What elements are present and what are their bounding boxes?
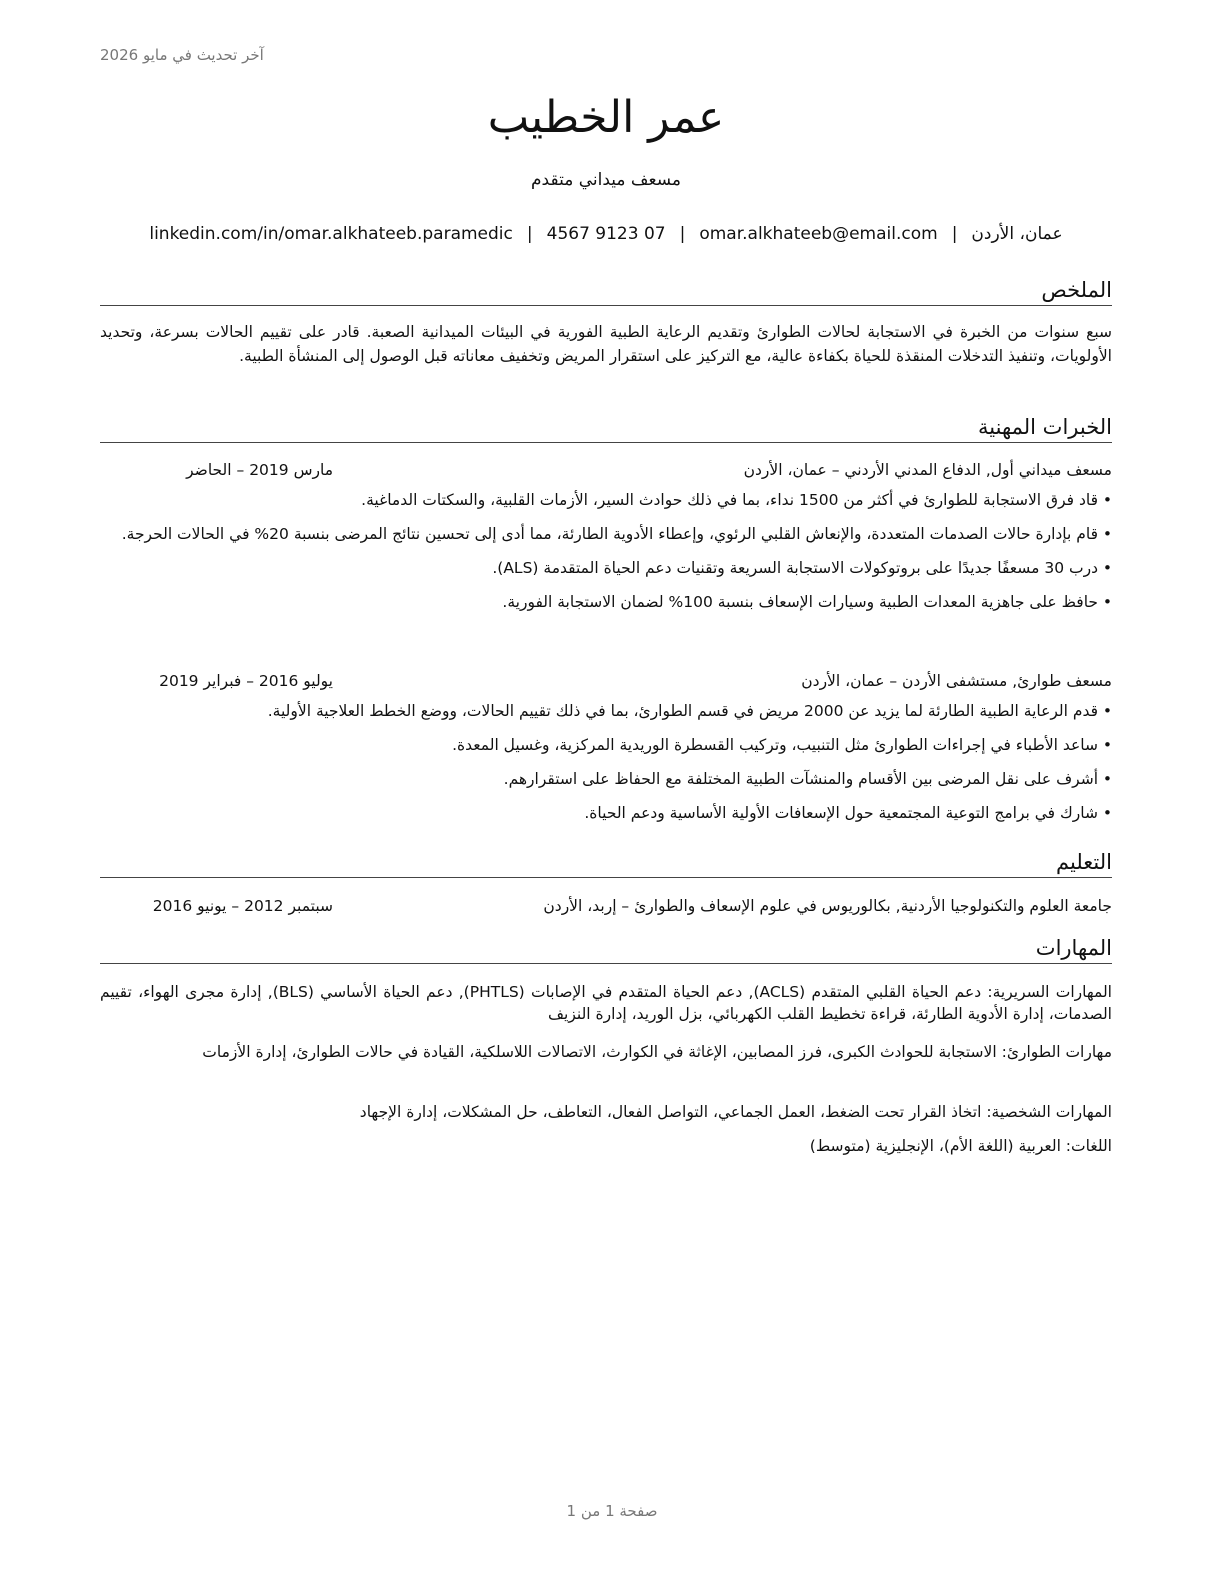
contact-separator: | — [679, 224, 686, 244]
candidate-name: عمر الخطيب — [487, 92, 725, 143]
contact-phone: 4567 9123 07 — [546, 224, 666, 244]
section-title-experience: الخبرات المهنية — [100, 414, 1112, 443]
contact-email[interactable]: omar.alkhateeb@email.com — [699, 224, 938, 244]
job-bullets — [100, 700, 1112, 836]
job-bullet: • قام بإدارة حالات الصدمات المتعددة، والإنعاش القلبي الرئوي، وإعطاء الأدوية الطارئة، مما أدى إلى تحسين نتائج المرضى بنسبة 20% في الحالات الحرجة. — [100, 523, 1112, 545]
job-bullet: • قدم الرعاية الطبية الطارئة لما يزيد عن 2000 مريض في قسم الطوارئ، بما في ذلك تقييم الحالات، ووضع الخطط العلاجية الأولية. — [100, 700, 1112, 722]
job-heading — [100, 458, 1112, 482]
section-title-skills: المهارات — [100, 935, 1112, 964]
job-bullet: • درب 30 مسعفًا جديدًا على بروتوكولات الاستجابة السريعة وتقنيات دعم الحياة المتقدمة (ALS). — [100, 557, 1112, 579]
contact-separator: | — [526, 224, 533, 244]
summary-text: سبع سنوات من الخبرة في الاستجابة لحالات الطوارئ وتقديم الرعاية الطبية الفورية في البيئات الميدانية الصعبة. قادر على تقييم الحالات بسرعة، وتحديد الأولويات، وتنفيذ التدخلات المنقذة للحياة بكفاءة عالية، مع التركيز على استقرار المريض وتخفيف معاناته قبل الوصول إلى المنشأة الطبية. — [100, 323, 1112, 365]
job-dates: يوليو 2016 – فبراير 2019 — [159, 672, 333, 690]
section-title-summary: الملخص — [100, 277, 1112, 306]
skill-line-emergency: مهارات الطوارئ: الاستجابة للحوادث الكبرى، فرز المصابين، الإغاثة في الكوارث، الاتصالات اللاسلكية، القيادة في حالات الطوارئ، إدارة الأزمات — [202, 1043, 1112, 1061]
job-dates: مارس 2019 – الحاضر — [186, 461, 333, 479]
job-bullet: • ساعد الأطباء في إجراءات الطوارئ مثل التنبيب، وتركيب القسطرة الوريدية المركزية، وغسيل المعدة. — [100, 734, 1112, 756]
job-bullet: • شارك في برامج التوعية المجتمعية حول الإسعافات الأولية الأساسية ودعم الحياة. — [100, 802, 1112, 824]
job-title: مسعف طوارئ, مستشفى الأردن – عمان، الأردن — [801, 672, 1112, 690]
contact-separator: | — [951, 224, 958, 244]
candidate-headline: مسعف ميداني متقدم — [531, 170, 681, 190]
job-title: مسعف ميداني أول, الدفاع المدني الأردني – عمان، الأردن — [743, 461, 1112, 479]
job-bullet: • حافظ على جاهزية المعدات الطبية وسيارات الإسعاف بنسبة 100% لضمان الاستجابة الفورية. — [100, 591, 1112, 613]
last-updated-note: آخر تحديث في مايو 2026 — [100, 46, 264, 64]
education-dates: سبتمبر 2012 – يونيو 2016 — [152, 897, 333, 915]
page-number: صفحة 1 من 1 — [566, 1502, 658, 1520]
education-title: جامعة العلوم والتكنولوجيا الأردنية, بكالوريوس في علوم الإسعاف والطوارئ – إربد، الأردن — [543, 897, 1112, 915]
section-title-education: التعليم — [100, 849, 1112, 878]
contact-line — [100, 224, 1112, 244]
job-bullet: • قاد فرق الاستجابة للطوارئ في أكثر من 1500 نداء، بما في ذلك حوادث السير، الأزمات القلبية، والسكتات الدماغية. — [100, 489, 1112, 511]
resume-page — [100, 0, 1112, 1584]
skill-line-personal: المهارات الشخصية: اتخاذ القرار تحت الضغط، العمل الجماعي، التواصل الفعال، التعاطف، حل المشكلات، إدارة الإجهاد — [359, 1103, 1112, 1121]
job-bullets — [100, 489, 1112, 625]
skill-line-languages: اللغات: العربية (اللغة الأم)، الإنجليزية (متوسط) — [809, 1137, 1112, 1155]
contact-linkedin[interactable]: linkedin.com/in/omar.alkhateeb.paramedic — [149, 224, 513, 244]
job-bullet: • أشرف على نقل المرضى بين الأقسام والمنشآت الطبية المختلفة مع الحفاظ على استقرارهم. — [100, 768, 1112, 790]
job-heading — [100, 669, 1112, 693]
skill-line-clinical: المهارات السريرية: دعم الحياة القلبي المتقدم (ACLS), دعم الحياة المتقدم في الإصابات (PHTLS), دعم الحياة الأساسي (BLS), إدارة مجرى الهواء، تقييم الصدمات، إدارة الأدوية الطارئة، قراءة تخطيط القلب الكهربائي، بزل الوريد، إدارة النزيف — [100, 983, 1112, 1023]
contact-location: عمان، الأردن — [971, 224, 1063, 244]
education-heading — [100, 894, 1112, 918]
